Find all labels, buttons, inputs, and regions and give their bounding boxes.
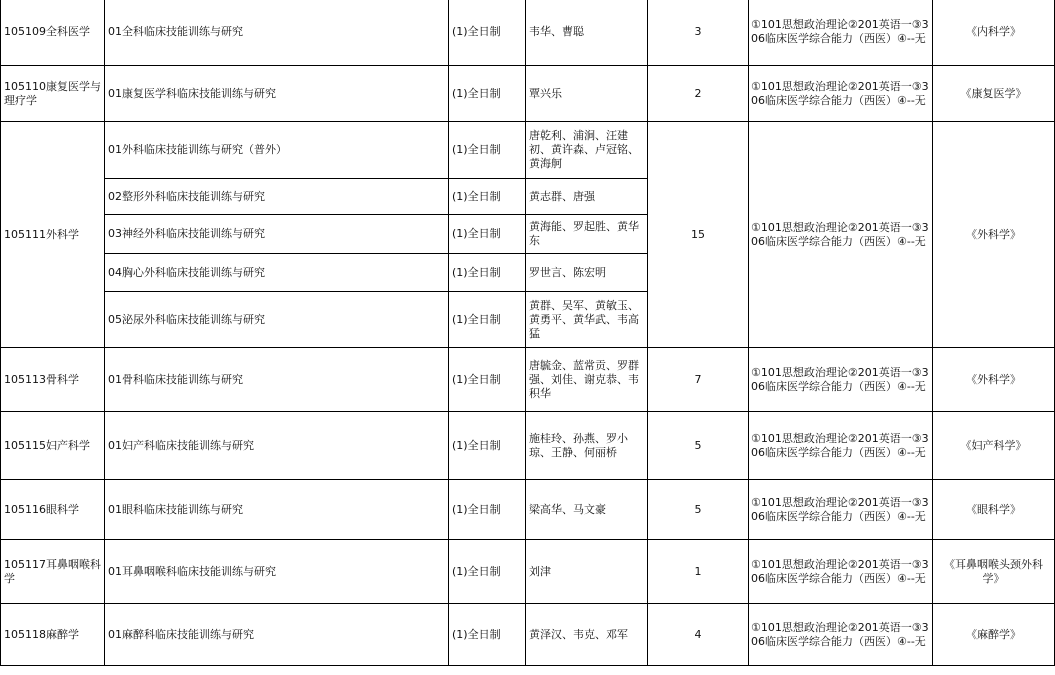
- study-mode-cell: (1)全日制: [449, 0, 526, 66]
- exam-subjects-cell: ①101思想政治理论②201英语一③306临床医学综合能力（西医）④--无: [749, 540, 933, 604]
- major-cell: 105109全科医学: [1, 0, 105, 66]
- exam-subjects-cell: ①101思想政治理论②201英语一③306临床医学综合能力（西医）④--无: [749, 348, 933, 412]
- tutors-cell: 覃兴乐: [526, 66, 648, 122]
- table-row: [1, 122, 1055, 179]
- reference-book-cell: 《麻醉学》: [933, 604, 1055, 666]
- direction-cell: 01全科临床技能训练与研究: [105, 0, 449, 66]
- reference-book-cell: 《眼科学》: [933, 480, 1055, 540]
- quota-cell: 4: [648, 604, 749, 666]
- quota-cell: 7: [648, 348, 749, 412]
- table-row: [1, 348, 1055, 412]
- table-row: [1, 66, 1055, 122]
- direction-cell: 01康复医学科临床技能训练与研究: [105, 66, 449, 122]
- exam-subjects-cell: ①101思想政治理论②201英语一③306临床医学综合能力（西医）④--无: [749, 0, 933, 66]
- quota-cell: 5: [648, 480, 749, 540]
- tutors-cell: 黄海能、罗起胜、黄华东: [526, 215, 648, 254]
- table-row: [1, 480, 1055, 540]
- reference-book-cell: 《内科学》: [933, 0, 1055, 66]
- direction-cell: 05泌尿外科临床技能训练与研究: [105, 292, 449, 348]
- tutors-cell: 黄群、吴军、黄敏玉、黄勇平、黄华武、韦高猛: [526, 292, 648, 348]
- exam-subjects-cell: ①101思想政治理论②201英语一③306临床医学综合能力（西医）④--无: [749, 66, 933, 122]
- reference-book-cell: 《康复医学》: [933, 66, 1055, 122]
- direction-cell: 01骨科临床技能训练与研究: [105, 348, 449, 412]
- exam-subjects-cell: ①101思想政治理论②201英语一③306临床医学综合能力（西医）④--无: [749, 480, 933, 540]
- major-cell: 105110康复医学与理疗学: [1, 66, 105, 122]
- tutors-cell: 韦华、曹聪: [526, 0, 648, 66]
- reference-book-cell: 《外科学》: [933, 348, 1055, 412]
- major-cell: 105115妇产科学: [1, 412, 105, 480]
- study-mode-cell: (1)全日制: [449, 292, 526, 348]
- direction-cell: 01耳鼻咽喉科临床技能训练与研究: [105, 540, 449, 604]
- quota-cell: 2: [648, 66, 749, 122]
- direction-cell: 01眼科临床技能训练与研究: [105, 480, 449, 540]
- study-mode-cell: (1)全日制: [449, 604, 526, 666]
- tutors-cell: 罗世言、陈宏明: [526, 254, 648, 292]
- study-mode-cell: (1)全日制: [449, 179, 526, 215]
- direction-cell: 03神经外科临床技能训练与研究: [105, 215, 449, 254]
- table-row: [1, 0, 1055, 66]
- direction-cell: 02整形外科临床技能训练与研究: [105, 179, 449, 215]
- reference-book-cell: 《耳鼻咽喉头颈外科学》: [933, 540, 1055, 604]
- admissions-table-body: [1, 0, 1055, 666]
- quota-cell: 5: [648, 412, 749, 480]
- quota-cell: 3: [648, 0, 749, 66]
- tutors-cell: 唐毓金、蓝常贡、罗群强、刘佳、谢克恭、韦积华: [526, 348, 648, 412]
- table-row: [1, 540, 1055, 604]
- tutors-cell: 梁高华、马文豪: [526, 480, 648, 540]
- tutors-cell: 唐乾利、浦涧、汪建初、黄许森、卢冠铭、黄海舸: [526, 122, 648, 179]
- direction-cell: 01妇产科临床技能训练与研究: [105, 412, 449, 480]
- study-mode-cell: (1)全日制: [449, 254, 526, 292]
- direction-cell: 01外科临床技能训练与研究（普外）: [105, 122, 449, 179]
- reference-book-cell: 《外科学》: [933, 122, 1055, 348]
- direction-cell: 01麻醉科临床技能训练与研究: [105, 604, 449, 666]
- table-row: [1, 604, 1055, 666]
- exam-subjects-cell: ①101思想政治理论②201英语一③306临床医学综合能力（西医）④--无: [749, 604, 933, 666]
- exam-subjects-cell: ①101思想政治理论②201英语一③306临床医学综合能力（西医）④--无: [749, 122, 933, 348]
- quota-cell: 15: [648, 122, 749, 348]
- study-mode-cell: (1)全日制: [449, 540, 526, 604]
- exam-subjects-cell: ①101思想政治理论②201英语一③306临床医学综合能力（西医）④--无: [749, 412, 933, 480]
- study-mode-cell: (1)全日制: [449, 480, 526, 540]
- tutors-cell: 刘津: [526, 540, 648, 604]
- major-cell: 105111外科学: [1, 122, 105, 348]
- study-mode-cell: (1)全日制: [449, 122, 526, 179]
- reference-book-cell: 《妇产科学》: [933, 412, 1055, 480]
- major-cell: 105117耳鼻咽喉科学: [1, 540, 105, 604]
- tutors-cell: 施桂玲、孙燕、罗小琼、王静、何丽桥: [526, 412, 648, 480]
- quota-cell: 1: [648, 540, 749, 604]
- table-row: [1, 412, 1055, 480]
- tutors-cell: 黄泽汉、韦克、邓军: [526, 604, 648, 666]
- tutors-cell: 黄志群、唐强: [526, 179, 648, 215]
- major-cell: 105118麻醉学: [1, 604, 105, 666]
- direction-cell: 04胸心外科临床技能训练与研究: [105, 254, 449, 292]
- study-mode-cell: (1)全日制: [449, 66, 526, 122]
- study-mode-cell: (1)全日制: [449, 215, 526, 254]
- study-mode-cell: (1)全日制: [449, 348, 526, 412]
- study-mode-cell: (1)全日制: [449, 412, 526, 480]
- major-cell: 105113骨科学: [1, 348, 105, 412]
- major-cell: 105116眼科学: [1, 480, 105, 540]
